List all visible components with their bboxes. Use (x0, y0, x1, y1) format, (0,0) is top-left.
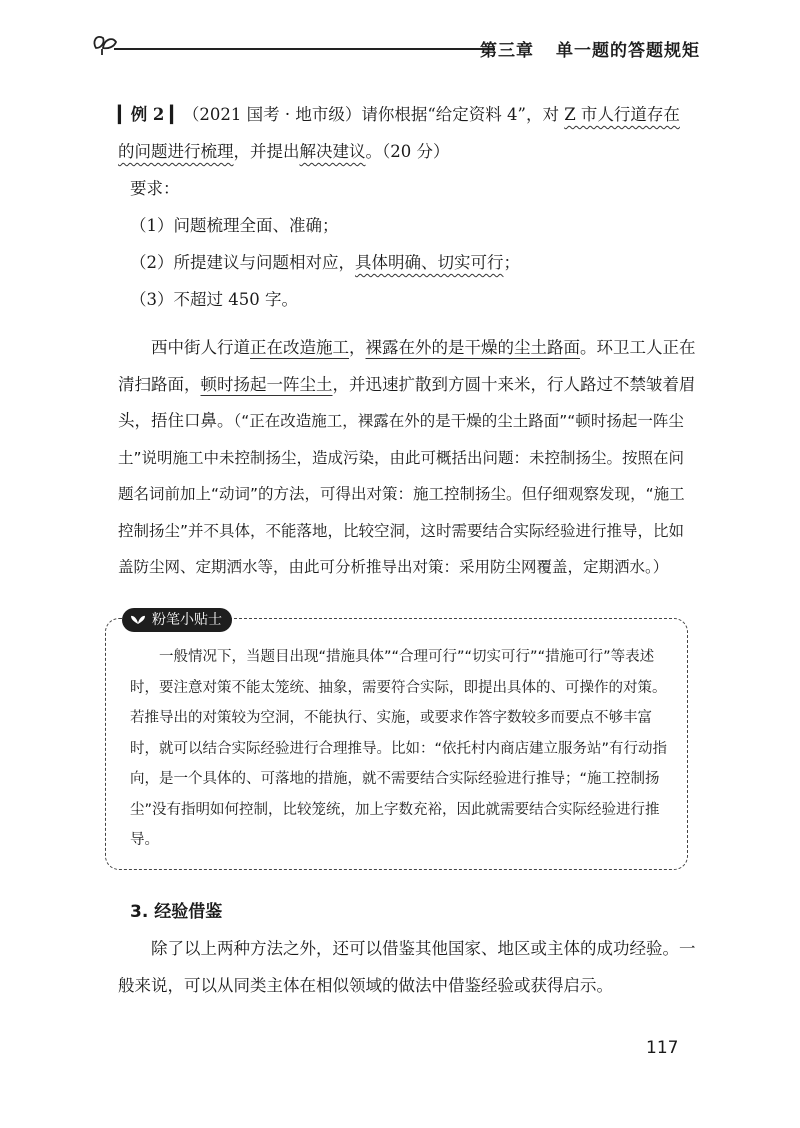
requirement-item-2-text: （2）所提建议与问题相对应， (130, 253, 355, 272)
sprout-icon (130, 613, 146, 625)
question-prompt-a: 请你根据“给定资料 4”，对 (361, 105, 565, 124)
tip-badge (122, 608, 232, 632)
requirements-label: 要求： (130, 179, 180, 198)
requirement-item-2-end: ； (503, 253, 520, 272)
question-paragraph (118, 96, 696, 170)
requirement-item-2-emphasis: 具体明确、切实可行 (355, 253, 504, 272)
analysis-comment: （“正在改造施工，裸露在外的是干燥的尘土路面”“顿时扬起一阵尘土”说明施工中未控制扬尘，造成污染，由此可概括出问题：未控制扬尘。按照在问题名词前加上“动词”的方法，可得出对策：施工控制扬尘。但仔细观察发现，“施工控制扬尘”并不具体，不能落地，比较空洞，这时需要结合实际经验进行推导，比如盖防尘网、定期洒水等，由此可分析推导出对策：采用防尘网覆盖，定期洒水。） (118, 412, 685, 576)
analysis-text-3: 。环卫工人正在清扫路面， (118, 338, 696, 394)
analysis-text-1: 西中街人行道 (151, 338, 250, 357)
requirements-block (130, 170, 708, 318)
requirement-item-1: （1）问题梳理全面、准确； (130, 216, 339, 235)
chapter-title (480, 36, 700, 61)
chapter-number: 第三章 (480, 41, 534, 61)
analysis-text-2: ， (349, 338, 366, 357)
question-prompt-emphasis-2: 解决建议 (299, 142, 366, 161)
question-prompt-e: 。（20 分） (365, 142, 450, 161)
chapter-name: 单一题的答题规矩 (556, 41, 700, 61)
analysis-paragraph (118, 330, 698, 586)
requirement-item-2 (130, 244, 708, 281)
tip-text: 一般情况下，当题目出现“措施具体”“合理可行”“切实可行”“措施可行”等表述时，要注意对策不能太笼统、抽象，需要符合实际，即提出具体的、可操作的对策。若推导出的对策较为空洞，不能执行、实施，或要求作答字数较多而要点不够丰富时，就可以结合实际经验进行合理推导。比如：“依托村内商店建立服务站”有行动指向，是一个具体的、可落地的措施，就不需要结合实际经验进行推导；“施工控制扬尘”没有指明如何控制，比较笼统，加上字数充裕，因此就需要结合实际经验进行推导。 (130, 649, 668, 848)
requirement-item-3: （3）不超过 450 字。 (130, 290, 298, 309)
analysis-underline-1: 正在改造施工 (250, 338, 349, 357)
section-heading: 3. 经验借鉴 (130, 902, 223, 922)
tip-badge-label: 粉笔小贴士 (152, 612, 222, 628)
header-rule (114, 48, 495, 50)
question-prompt-c: ，并提出 (233, 142, 300, 161)
example-tag: ▎例 2 ▎ (118, 105, 183, 124)
running-header (90, 30, 700, 60)
question-prompt-emphasis-1: Z 市人行道存在的问题进行梳理 (118, 105, 680, 161)
analysis-text-4: ，并迅速扩散到方圆十来米，行人路过不禁皱着眉头，捂住口鼻。 (118, 374, 696, 430)
section-paragraph: 除了以上两种方法之外，还可以借鉴其他国家、地区或主体的成功经验。一般来说，可以从同类主体在相似领域的做法中借鉴经验或获得启示。 (118, 939, 696, 995)
page-number: 117 (646, 1038, 679, 1058)
analysis-underline-3: 顿时扬起一阵尘土 (200, 374, 333, 394)
analysis-underline-2: 裸露在外的是干燥的尘土路面 (365, 338, 580, 357)
leaf-icon (90, 30, 120, 56)
question-source: （2021 国考 · 地市级） (182, 105, 362, 124)
